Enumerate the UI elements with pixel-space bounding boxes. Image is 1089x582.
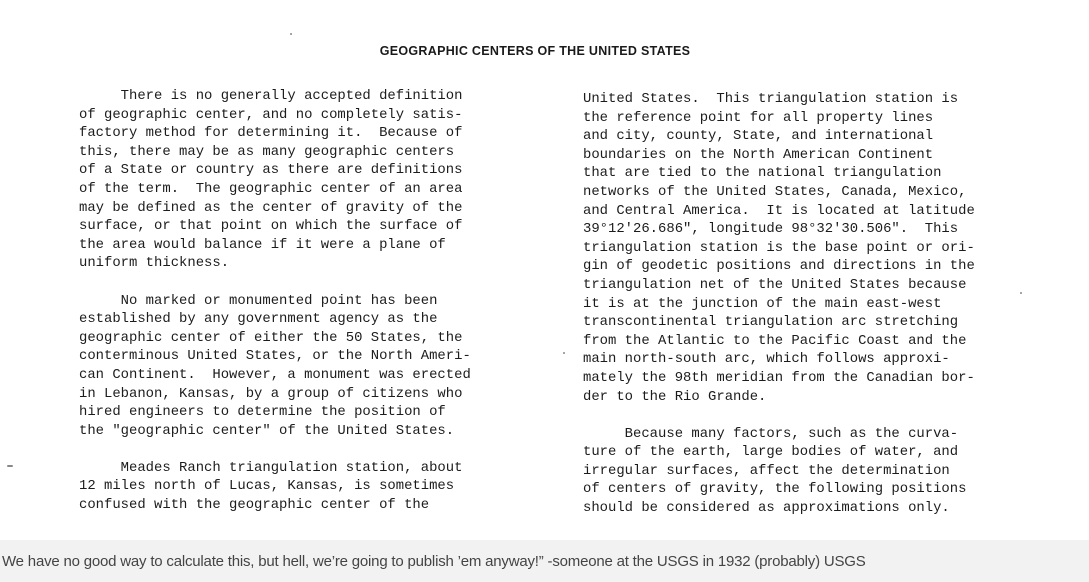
text-line: transcontinental triangulation arc stretching xyxy=(583,314,959,331)
text-line: boundaries on the North American Continent xyxy=(583,146,934,163)
paragraph xyxy=(583,90,1053,406)
text-line: gin of geodetic positions and directions in the xyxy=(583,258,975,275)
text-line: from the Atlantic to the Pacific Coast and the xyxy=(583,332,967,349)
text-line: uniform thickness. xyxy=(79,255,230,272)
image-caption: We have no good way to calculate this, but hell, we’re going to publish ’em anyway!” -someone at the USGS in 1932 (probably) USGS xyxy=(2,553,866,570)
text-line: United States. This triangulation station is xyxy=(583,91,959,107)
text-line: that are tied to the national triangulation xyxy=(583,165,942,182)
text-line: factory method for determining it. Because of xyxy=(79,125,463,142)
text-line: networks of the United States, Canada, Mexico, xyxy=(583,183,967,200)
text-line: No marked or monumented point has been xyxy=(79,292,438,309)
text-line: the "geographic center" of the United States. xyxy=(79,422,455,439)
text-line: of centers of gravity, the following positions xyxy=(583,481,967,498)
left-column xyxy=(79,87,539,533)
text-line: can Continent. However, a monument was erected xyxy=(79,366,471,383)
text-line: Because many factors, such as the curva- xyxy=(583,425,959,442)
text-line: triangulation station is the base point or ori- xyxy=(583,239,975,256)
text-line: mately the 98th meridian from the Canadian bor- xyxy=(583,369,975,386)
text-line: 39°12'26.686", longitude 98°32'30.506". This xyxy=(583,221,959,238)
text-line: Meades Ranch triangulation station, about xyxy=(79,459,463,476)
text-line: of the term. The geographic center of an area xyxy=(79,180,463,197)
text-line: it is at the junction of the main east-west xyxy=(583,295,942,312)
scan-speck xyxy=(7,465,13,467)
text-line: surface, or that point on which the surface of xyxy=(79,218,463,235)
text-line: hired engineers to determine the position of xyxy=(79,404,446,421)
paragraph xyxy=(79,87,539,273)
text-line: der to the Rio Grande. xyxy=(583,388,767,405)
text-line: triangulation net of the United States because xyxy=(583,276,967,293)
text-line: and Central America. It is located at latitude xyxy=(583,202,975,219)
right-column xyxy=(583,90,1053,536)
scan-speck xyxy=(563,352,565,354)
text-line: There is no generally accepted definition xyxy=(79,88,463,104)
scan-speck xyxy=(1020,292,1022,294)
scan-speck xyxy=(290,33,292,35)
paragraph xyxy=(583,425,1053,518)
text-line: 12 miles north of Lucas, Kansas, is sometimes xyxy=(79,478,455,495)
text-line: the area would balance if it were a plane of xyxy=(79,236,446,253)
text-line: of a State or country as there are definitions xyxy=(79,162,463,179)
text-line: the reference point for all property lines xyxy=(583,109,934,126)
paragraph xyxy=(79,459,539,515)
text-line: should be considered as approximations only. xyxy=(583,500,950,517)
text-line: may be defined as the center of gravity of the xyxy=(79,199,463,216)
text-line: ture of the earth, large bodies of water, and xyxy=(583,444,959,461)
text-line: established by any government agency as the xyxy=(79,311,438,328)
text-line: confused with the geographic center of the xyxy=(79,497,430,514)
text-line: conterminous United States, or the North Ameri- xyxy=(79,348,471,365)
paragraph xyxy=(79,292,539,441)
text-line: in Lebanon, Kansas, by a group of citizens who xyxy=(79,385,463,402)
text-line: main north-south arc, which follows approxi- xyxy=(583,351,950,368)
text-line: geographic center of either the 50 States, the xyxy=(79,329,463,346)
text-line: and city, county, State, and international xyxy=(583,128,934,145)
text-line: irregular surfaces, affect the determination xyxy=(583,462,950,479)
document-title: GEOGRAPHIC CENTERS OF THE UNITED STATES xyxy=(379,44,691,58)
text-line: this, there may be as many geographic centers xyxy=(79,143,455,160)
image-caption-bar xyxy=(0,540,1089,582)
text-line: of geographic center, and no completely satis- xyxy=(79,106,463,123)
